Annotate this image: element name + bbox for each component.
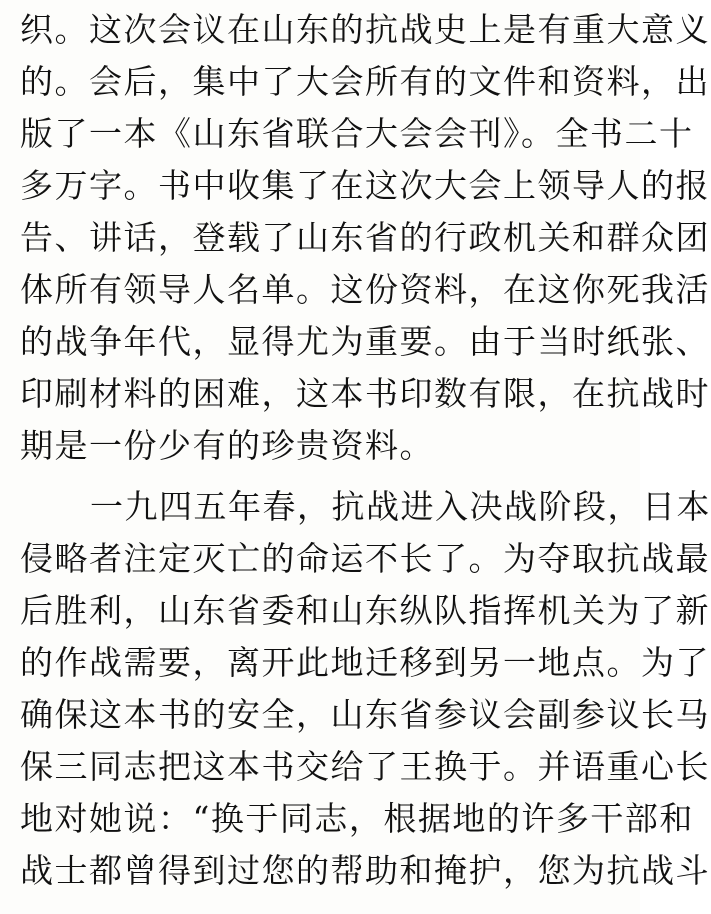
text-line-2: 的。会后，集中了大会所有的文件和资料，出 xyxy=(20,62,710,101)
text-line-4: 多万字。书中收集了在这次大会上领导人的报 xyxy=(20,166,710,205)
text-line-3: 版了一本《山东省联合大会会刊》。全书二十 xyxy=(20,114,694,153)
text-line-14: 确保这本书的安全，山东省参议会副参议长马 xyxy=(20,695,710,734)
text-line-11: 侵略者注定灭亡的命运不长了。为夺取抗战最 xyxy=(20,539,710,578)
paragraph-start-line: 一九四五年春，抗战进入决战阶段，日本 xyxy=(90,487,711,526)
text-line-16: 地对她说：“换于同志，根据地的许多干部和 xyxy=(20,799,694,838)
text-line-5: 告、讲话，登载了山东省的行政机关和群众团 xyxy=(20,218,710,257)
text-line-12: 后胜利，山东省委和山东纵队指挥机关为了新 xyxy=(20,591,710,630)
text-line-8: 印刷材料的困难，这本书印数有限，在抗战时 xyxy=(20,374,710,413)
text-line-17: 战士都曾得到过您的帮助和掩护，您为抗战斗 xyxy=(20,851,710,890)
text-line-15: 保三同志把这本书交给了王换于。并语重心长 xyxy=(20,747,710,786)
text-line-7: 的战争年代，显得尤为重要。由于当时纸张、 xyxy=(20,322,710,361)
text-line-6: 体所有领导人名单。这份资料，在这你死我活 xyxy=(20,270,710,309)
text-line-13: 的作战需要，离开此地迁移到另一地点。为了 xyxy=(20,643,710,682)
text-line-1: 织。这次会议在山东的抗战史上是有重大意义 xyxy=(20,10,710,49)
text-line-9: 期是一份少有的珍贵资料。 xyxy=(20,426,434,465)
